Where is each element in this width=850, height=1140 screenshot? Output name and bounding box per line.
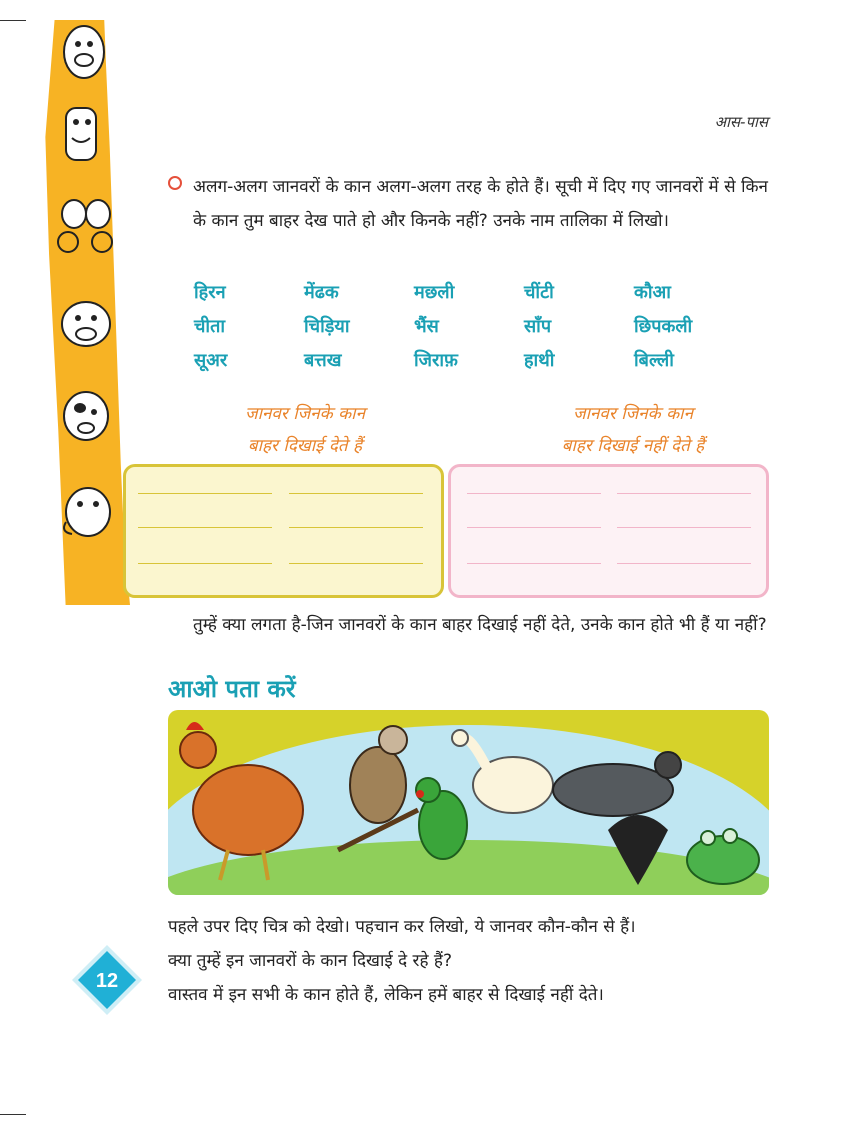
cow-doodle-icon: [52, 18, 122, 88]
instruction-line: वास्तव में इन सभी के कान होते हैं, लेकिन हमें बाहर से दिखाई नहीं देते।: [168, 985, 604, 1005]
hidden-ears-heading-line2: बाहर दिखाई नहीं देते हैं: [561, 436, 705, 456]
animal-name: हाथी: [524, 350, 555, 371]
cows-cycling-doodle-icon: [52, 190, 122, 260]
animal-name: भैंस: [414, 316, 439, 337]
animal-names-grid: [194, 280, 754, 382]
instruction-line: पहले उपर दिए चित्र को देखो। पहचान कर लिखो, ये जानवर कौन-कौन से हैं।: [168, 917, 636, 937]
birds-scene-graphic: [168, 710, 769, 895]
answer-line[interactable]: [467, 493, 601, 494]
animal-name: मछली: [414, 282, 455, 303]
animal-row: [194, 348, 754, 382]
animal-name: बत्तख: [304, 350, 342, 371]
hidden-ears-heading-line1: जानवर जिनके कान: [572, 404, 694, 424]
crop-mark-top: [0, 20, 26, 21]
animal-name: साँप: [524, 316, 552, 337]
animal-name: चींटी: [524, 282, 554, 303]
animal-row: [194, 314, 754, 348]
visible-ears-answer-box[interactable]: [123, 464, 444, 598]
hidden-ears-heading: [488, 398, 778, 462]
birds-illustration: [168, 710, 769, 895]
animal-name: कौआ: [634, 282, 671, 303]
animal-name: छिपकली: [634, 316, 693, 337]
answer-line[interactable]: [617, 563, 751, 564]
calf-face-doodle-icon: [52, 478, 122, 548]
hidden-ears-answer-box[interactable]: [448, 464, 769, 598]
answer-line[interactable]: [467, 527, 601, 528]
answer-line[interactable]: [617, 527, 751, 528]
answer-line[interactable]: [617, 493, 751, 494]
visible-ears-heading-line1: जानवर जिनके कान: [244, 404, 366, 424]
animal-row: [194, 280, 754, 314]
animal-name: हिरन: [194, 282, 226, 303]
answer-line[interactable]: [289, 527, 423, 528]
page-header-section: आस-पास: [714, 113, 768, 131]
visible-ears-heading: [160, 398, 450, 462]
bottom-instructions: [168, 910, 768, 1012]
crop-mark-bottom: [0, 1114, 26, 1115]
instruction-line: क्या तुम्हें इन जानवरों के कान दिखाई दे रहे हैं?: [168, 951, 452, 971]
animal-name: मेंढक: [304, 282, 339, 303]
question-hidden-ears-paragraph: तुम्हें क्या लगता है-जिन जानवरों के कान बाहर दिखाई नहीं देते, उनके कान होते भी हैं या नहीं?: [193, 615, 767, 635]
animal-name: बिल्ली: [634, 350, 674, 371]
answer-line[interactable]: [467, 563, 601, 564]
visible-ears-heading-line2: बाहर दिखाई देते हैं: [247, 436, 363, 456]
animal-name: सूअर: [194, 350, 228, 371]
animal-name: चीता: [194, 316, 226, 337]
animal-name: चिड़िया: [304, 316, 350, 337]
answer-line[interactable]: [138, 527, 272, 528]
section-title: आओ पता करें: [168, 675, 296, 703]
cow-face-doodle-icon: [52, 288, 122, 358]
answer-line[interactable]: [138, 563, 272, 564]
calf-doodle-icon: [52, 98, 122, 168]
bullet-icon: [168, 176, 182, 190]
page-number: 12: [95, 970, 119, 992]
answer-line[interactable]: [289, 563, 423, 564]
question-ears-paragraph: अलग-अलग जानवरों के कान अलग-अलग तरह के होते हैं। सूची में दिए गए जानवरों में से किन के कान तुम बाहर देख पाते हो और किनके नहीं? उनके नाम तालिका में लिखो।: [193, 177, 768, 231]
spotted-cow-doodle-icon: [52, 380, 122, 450]
answer-line[interactable]: [138, 493, 272, 494]
page-number-badge: [72, 945, 142, 1015]
answer-line[interactable]: [289, 493, 423, 494]
animal-name: जिराफ़: [414, 350, 458, 371]
